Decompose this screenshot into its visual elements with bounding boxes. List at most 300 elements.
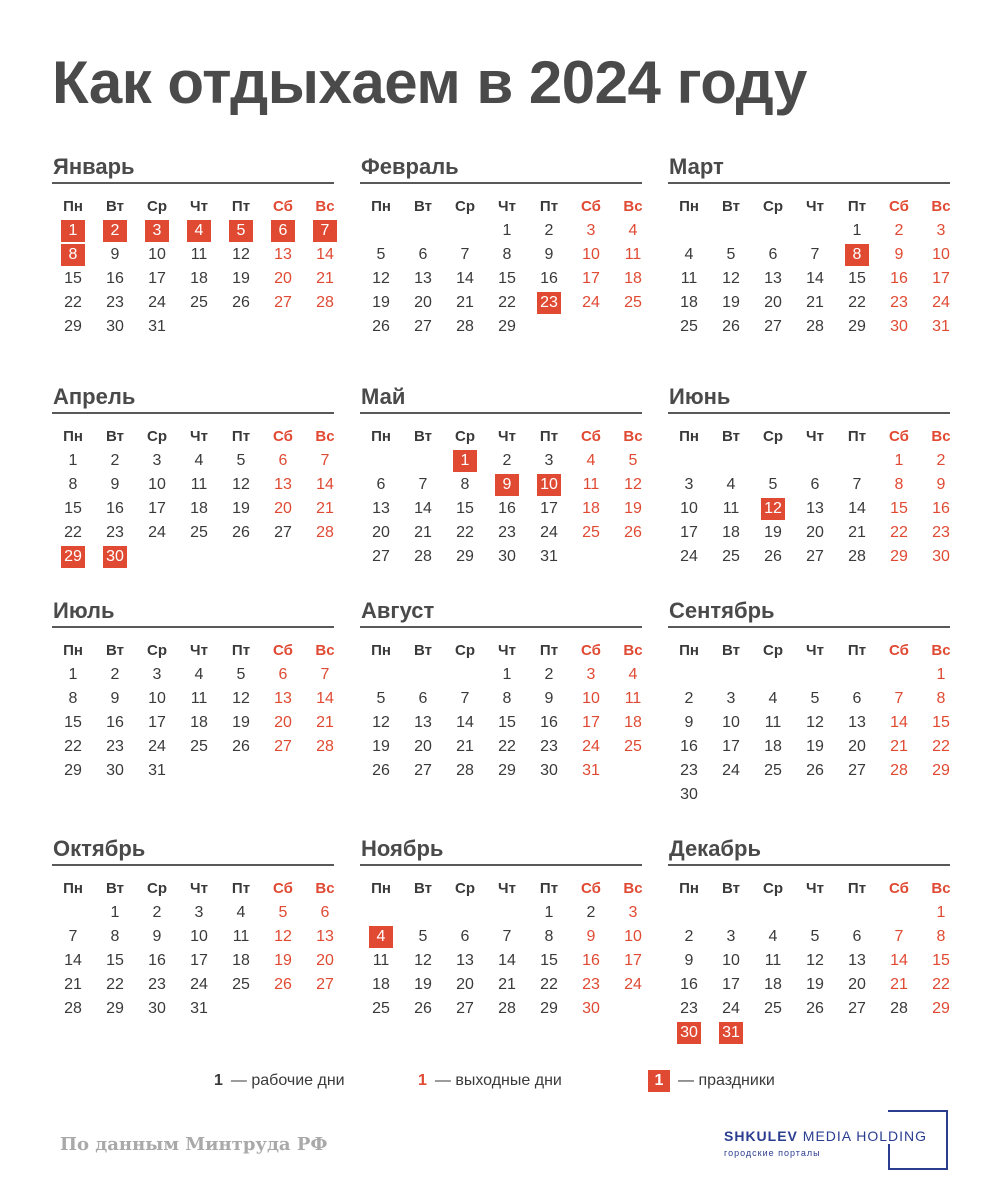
day-number: 27: [414, 318, 432, 335]
day-number: 6: [278, 666, 288, 683]
day-number: 20: [414, 294, 432, 311]
day-number: 12: [372, 714, 390, 731]
day-number: 8: [936, 690, 946, 707]
weekend-day: [612, 450, 654, 474]
holiday-day: [178, 220, 220, 244]
weekday-header: Чт: [190, 198, 208, 215]
day-number: 27: [316, 976, 334, 993]
workday: [220, 688, 262, 712]
weekend-day: [304, 736, 346, 760]
workday: [360, 950, 402, 974]
empty-cell: [486, 902, 528, 926]
workday: [794, 926, 836, 950]
weekend-day: [878, 316, 920, 340]
day-number: 18: [190, 500, 208, 517]
day-number: 28: [64, 1000, 82, 1017]
day-number: 17: [148, 270, 166, 287]
day-number: 21: [64, 976, 82, 993]
workday: [668, 268, 710, 292]
weekday-header: Сб: [889, 642, 909, 659]
day-number: 15: [932, 714, 950, 731]
day-number: 28: [316, 738, 334, 755]
month-grid: [52, 196, 334, 340]
month-grid: [360, 878, 642, 1022]
empty-cell: [752, 664, 794, 688]
day-number: 25: [764, 1000, 782, 1017]
weekday-header: Чт: [806, 198, 824, 215]
workday: [528, 220, 570, 244]
workday: [794, 688, 836, 712]
day-number: 17: [624, 952, 642, 969]
day-number: 30: [103, 546, 127, 568]
weekday-header: Пн: [679, 428, 699, 445]
weekend-day: [878, 220, 920, 244]
workday: [752, 926, 794, 950]
workday: [402, 950, 444, 974]
weekday-header: Вт: [722, 428, 740, 445]
weekday-header: Пн: [679, 880, 699, 897]
empty-cell: [668, 902, 710, 926]
empty-cell: [710, 450, 752, 474]
day-number: 30: [677, 1022, 701, 1044]
month-11: [360, 834, 642, 1022]
weekend-day: [570, 998, 612, 1022]
workday: [360, 268, 402, 292]
workday: [220, 950, 262, 974]
month-7: [52, 596, 334, 784]
day-number: 15: [456, 500, 474, 517]
workday: [668, 292, 710, 316]
weekday-header: Сб: [581, 428, 601, 445]
workday: [178, 474, 220, 498]
workday: [486, 546, 528, 570]
day-number: 7: [320, 452, 330, 469]
day-number: 12: [806, 714, 824, 731]
day-number: 15: [498, 270, 516, 287]
day-number: 11: [582, 476, 600, 493]
day-number: 20: [848, 976, 866, 993]
day-number: 10: [722, 714, 740, 731]
workday: [528, 450, 570, 474]
day-number: 13: [848, 714, 866, 731]
weekend-day: [304, 664, 346, 688]
holiday-day: [262, 220, 304, 244]
day-number: 6: [271, 220, 295, 242]
day-number: 2: [586, 904, 596, 921]
day-number: 1: [68, 452, 78, 469]
weekday-header: Сб: [273, 880, 293, 897]
weekday-header: Пн: [63, 880, 83, 897]
day-number: 26: [414, 1000, 432, 1017]
weekend-day: [878, 546, 920, 570]
day-number: 19: [764, 524, 782, 541]
workday: [444, 950, 486, 974]
day-number: 4: [628, 222, 638, 239]
workday: [402, 498, 444, 522]
workday: [528, 546, 570, 570]
day-number: 14: [806, 270, 824, 287]
day-number: 14: [498, 952, 516, 969]
workday: [752, 522, 794, 546]
workday: [710, 292, 752, 316]
day-number: 10: [537, 474, 561, 496]
empty-cell: [668, 220, 710, 244]
day-number: 11: [232, 928, 250, 945]
day-number: 22: [64, 524, 82, 541]
weekday-header: Чт: [190, 880, 208, 897]
day-number: 1: [936, 904, 946, 921]
workday: [668, 498, 710, 522]
workday: [178, 998, 220, 1022]
workday: [486, 664, 528, 688]
workday: [444, 760, 486, 784]
day-number: 13: [764, 270, 782, 287]
empty-cell: [402, 450, 444, 474]
workday: [94, 974, 136, 998]
day-number: 20: [274, 270, 292, 287]
weekend-day: [612, 926, 654, 950]
day-number: 16: [890, 270, 908, 287]
day-number: 24: [148, 738, 166, 755]
day-number: 15: [848, 270, 866, 287]
workday: [836, 220, 878, 244]
weekday-header: Пн: [371, 198, 391, 215]
day-number: 2: [936, 452, 946, 469]
month-grid: [52, 640, 334, 784]
day-number: 18: [232, 952, 250, 969]
day-number: 20: [806, 524, 824, 541]
empty-cell: [444, 220, 486, 244]
workday: [52, 292, 94, 316]
workday: [710, 998, 752, 1022]
day-number: 4: [768, 690, 778, 707]
month-grid: [52, 426, 334, 570]
day-number: 2: [110, 452, 120, 469]
empty-cell: [402, 664, 444, 688]
legend-weekends: [418, 1070, 562, 1092]
weekday-header: Чт: [498, 198, 516, 215]
legend-holiday-label: — праздники: [678, 1072, 775, 1089]
day-number: 18: [582, 500, 600, 517]
day-number: 27: [456, 1000, 474, 1017]
day-number: 15: [890, 500, 908, 517]
weekend-day: [570, 760, 612, 784]
day-number: 12: [232, 690, 250, 707]
weekday-header: Пн: [63, 198, 83, 215]
day-number: 9: [684, 714, 694, 731]
weekday-header: Сб: [889, 428, 909, 445]
holiday-day: [52, 546, 94, 570]
month-name: Февраль: [360, 152, 642, 184]
weekday-header: Чт: [498, 428, 516, 445]
day-number: 12: [761, 498, 785, 520]
weekend-day: [570, 664, 612, 688]
workday: [220, 244, 262, 268]
weekend-day: [920, 546, 962, 570]
weekend-day: [570, 736, 612, 760]
day-number: 12: [274, 928, 292, 945]
weekday-header: Пт: [539, 428, 559, 445]
weekend-day: [612, 292, 654, 316]
day-number: 19: [232, 714, 250, 731]
empty-cell: [710, 902, 752, 926]
day-number: 20: [316, 952, 334, 969]
holiday-day: [752, 498, 794, 522]
workday: [836, 998, 878, 1022]
workday: [668, 926, 710, 950]
day-number: 17: [932, 270, 950, 287]
holiday-day: [304, 220, 346, 244]
legend: [0, 1070, 1001, 1094]
weekday-header: Вс: [931, 880, 951, 897]
month-grid: [668, 640, 950, 808]
day-number: 1: [110, 904, 120, 921]
workday: [710, 522, 752, 546]
day-number: 25: [582, 524, 600, 541]
day-number: 15: [64, 714, 82, 731]
workday: [220, 926, 262, 950]
day-number: 7: [460, 690, 470, 707]
workday: [136, 522, 178, 546]
workday: [220, 736, 262, 760]
day-number: 29: [64, 762, 82, 779]
holiday-day: [486, 474, 528, 498]
day-number: 22: [498, 738, 516, 755]
day-number: 6: [278, 452, 288, 469]
weekday-header: Вс: [315, 198, 335, 215]
day-number: 15: [498, 714, 516, 731]
weekend-day: [612, 498, 654, 522]
month-name: Декабрь: [668, 834, 950, 866]
day-number: 14: [414, 500, 432, 517]
day-number: 30: [932, 548, 950, 565]
weekend-day: [612, 244, 654, 268]
day-number: 1: [453, 450, 477, 472]
weekend-day: [262, 688, 304, 712]
workday: [178, 522, 220, 546]
day-number: 25: [680, 318, 698, 335]
weekend-day: [570, 474, 612, 498]
weekend-day: [304, 902, 346, 926]
workday: [136, 450, 178, 474]
day-number: 21: [848, 524, 866, 541]
workday: [752, 950, 794, 974]
workday: [402, 712, 444, 736]
workday: [178, 736, 220, 760]
weekend-day: [570, 244, 612, 268]
day-number: 23: [540, 738, 558, 755]
weekday-header: Чт: [190, 642, 208, 659]
workday: [360, 522, 402, 546]
day-number: 7: [894, 690, 904, 707]
workday: [668, 784, 710, 808]
month-grid: [668, 426, 950, 570]
workday: [794, 292, 836, 316]
day-number: 30: [890, 318, 908, 335]
day-number: 15: [64, 500, 82, 517]
workday: [752, 268, 794, 292]
day-number: 8: [460, 476, 470, 493]
workday: [836, 316, 878, 340]
workday: [94, 998, 136, 1022]
day-number: 9: [495, 474, 519, 496]
workday: [486, 926, 528, 950]
empty-cell: [794, 902, 836, 926]
weekday-header: Вт: [106, 428, 124, 445]
day-number: 24: [190, 976, 208, 993]
weekend-day: [920, 220, 962, 244]
workday: [220, 268, 262, 292]
day-number: 31: [582, 762, 600, 779]
day-number: 27: [274, 738, 292, 755]
day-number: 18: [372, 976, 390, 993]
weekday-header: Сб: [581, 198, 601, 215]
month-name: Май: [360, 382, 642, 414]
workday: [836, 498, 878, 522]
day-number: 5: [236, 666, 246, 683]
day-number: 9: [894, 246, 904, 263]
empty-cell: [794, 450, 836, 474]
day-number: 13: [274, 476, 292, 493]
day-number: 25: [372, 1000, 390, 1017]
workday: [836, 736, 878, 760]
workday: [794, 474, 836, 498]
day-number: 11: [190, 476, 208, 493]
workday: [836, 268, 878, 292]
workday: [444, 546, 486, 570]
weekday-header: Вс: [315, 880, 335, 897]
month-name: Август: [360, 596, 642, 628]
workday: [360, 474, 402, 498]
day-number: 21: [890, 976, 908, 993]
workday: [444, 688, 486, 712]
month-name: Сентябрь: [668, 596, 950, 628]
workday: [710, 712, 752, 736]
day-number: 8: [68, 476, 78, 493]
weekend-day: [262, 974, 304, 998]
workday: [220, 292, 262, 316]
weekend-day: [570, 220, 612, 244]
legend-weekend-label: — выходные дни: [434, 1072, 562, 1089]
empty-cell: [360, 450, 402, 474]
day-number: 11: [372, 952, 390, 969]
weekday-header: Вт: [414, 880, 432, 897]
day-number: 15: [106, 952, 124, 969]
workday: [836, 760, 878, 784]
weekday-header: Чт: [806, 642, 824, 659]
day-number: 30: [680, 786, 698, 803]
day-number: 9: [936, 476, 946, 493]
month-grid: [668, 878, 950, 1046]
day-number: 25: [624, 738, 642, 755]
weekend-day: [920, 522, 962, 546]
holiday-day: [52, 220, 94, 244]
workday: [136, 902, 178, 926]
weekend-day: [878, 736, 920, 760]
workday: [360, 688, 402, 712]
day-number: 1: [502, 666, 512, 683]
workday: [220, 522, 262, 546]
day-number: 30: [540, 762, 558, 779]
day-number: 1: [61, 220, 85, 242]
day-number: 15: [64, 270, 82, 287]
day-number: 29: [498, 762, 516, 779]
day-number: 6: [810, 476, 820, 493]
day-number: 2: [684, 928, 694, 945]
weekend-day: [304, 950, 346, 974]
month-name: Март: [668, 152, 950, 184]
workday: [360, 974, 402, 998]
weekend-day: [304, 474, 346, 498]
day-number: 26: [232, 294, 250, 311]
day-number: 27: [764, 318, 782, 335]
month-name: Октябрь: [52, 834, 334, 866]
day-number: 4: [684, 246, 694, 263]
day-number: 17: [680, 524, 698, 541]
weekend-day: [570, 498, 612, 522]
workday: [668, 736, 710, 760]
weekday-header: Ср: [763, 428, 783, 445]
day-number: 13: [372, 500, 390, 517]
day-number: 27: [274, 294, 292, 311]
workday: [710, 268, 752, 292]
workday: [444, 998, 486, 1022]
weekend-day: [612, 474, 654, 498]
day-number: 21: [890, 738, 908, 755]
workday: [668, 950, 710, 974]
workday: [178, 450, 220, 474]
empty-cell: [668, 450, 710, 474]
holiday-day: [94, 220, 136, 244]
weekend-day: [304, 450, 346, 474]
month-9: [668, 596, 950, 808]
weekday-header: Ср: [147, 428, 167, 445]
weekend-day: [920, 474, 962, 498]
day-number: 23: [106, 738, 124, 755]
day-number: 8: [894, 476, 904, 493]
weekend-day: [262, 450, 304, 474]
day-number: 27: [274, 524, 292, 541]
day-number: 1: [502, 222, 512, 239]
workday: [136, 926, 178, 950]
weekend-day: [920, 760, 962, 784]
day-number: 21: [316, 500, 334, 517]
day-number: 26: [806, 762, 824, 779]
workday: [528, 268, 570, 292]
weekday-header: Ср: [147, 642, 167, 659]
day-number: 6: [460, 928, 470, 945]
weekday-header: Сб: [581, 880, 601, 897]
workday: [94, 244, 136, 268]
workday: [136, 664, 178, 688]
workday: [668, 688, 710, 712]
workday: [710, 950, 752, 974]
holiday-day: [444, 450, 486, 474]
day-number: 28: [414, 548, 432, 565]
workday: [136, 268, 178, 292]
day-number: 7: [894, 928, 904, 945]
day-number: 4: [194, 452, 204, 469]
weekday-header: Вт: [722, 642, 740, 659]
workday: [710, 498, 752, 522]
workday: [178, 902, 220, 926]
day-number: 17: [148, 714, 166, 731]
day-number: 10: [932, 246, 950, 263]
workday: [94, 712, 136, 736]
day-number: 26: [764, 548, 782, 565]
workday: [710, 736, 752, 760]
day-number: 22: [64, 738, 82, 755]
